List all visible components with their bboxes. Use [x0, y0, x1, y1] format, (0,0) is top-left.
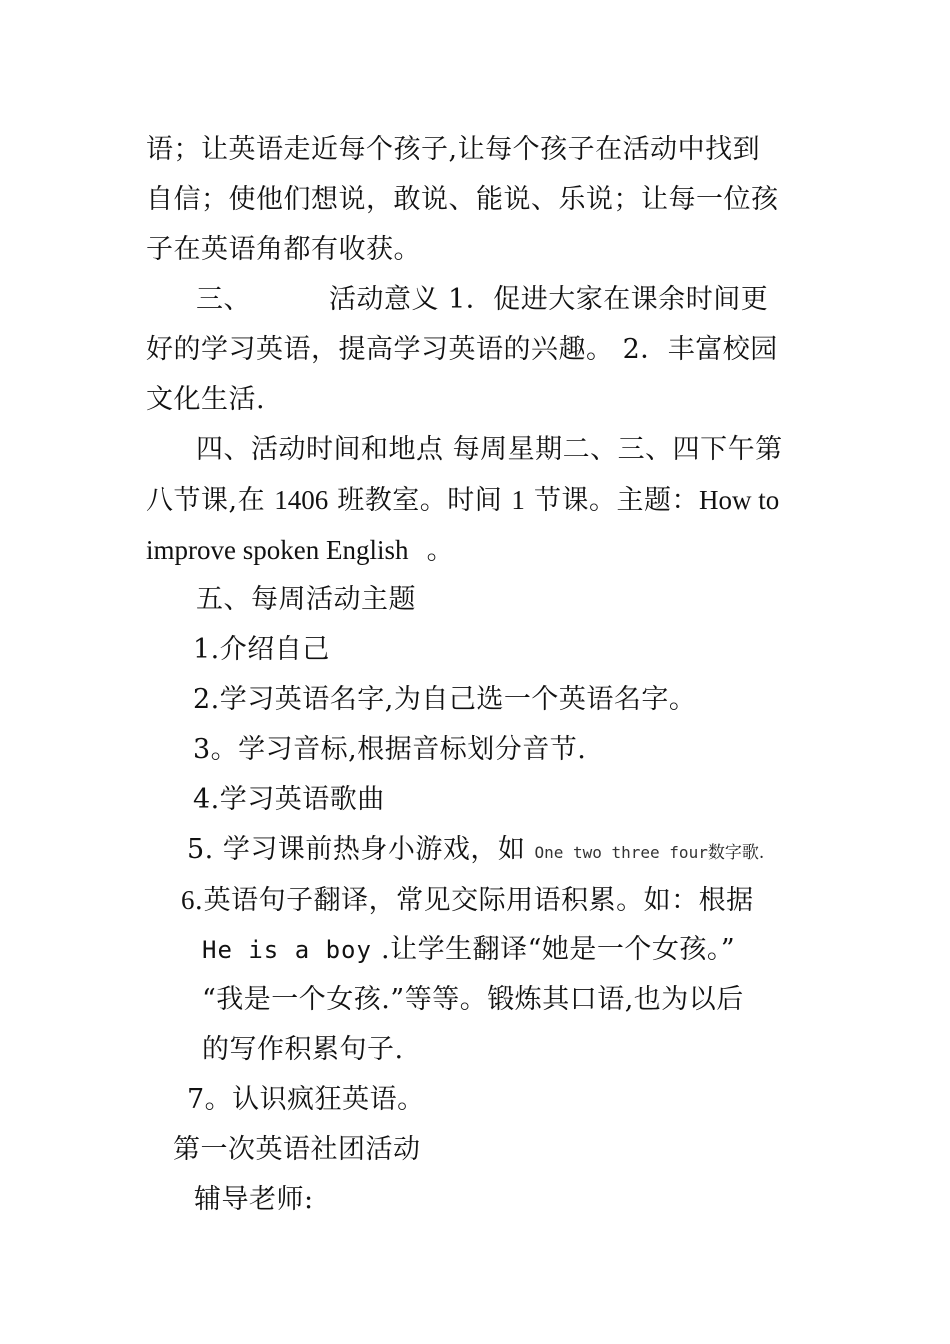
section4-topic-start: How to — [698, 485, 780, 515]
section5-item6-line2 — [202, 933, 735, 967]
footer-activity: 第一次英语社团活动 — [173, 1134, 421, 1165]
p1-line3: 子在英语角都有收获。 — [146, 234, 421, 265]
section5-item4: 4.学习英语歌曲 — [193, 784, 385, 815]
section5-item3: 3。学习音标,根据音标划分音节. — [193, 734, 587, 765]
p1-line1: 语；让英语走近每个孩子,让每个孩子在活动中找到 — [146, 134, 761, 165]
section5-item5-a: 5. 学习课前热身小游戏，如 — [187, 834, 526, 865]
section5-item5-song: One two three four — [534, 843, 708, 862]
section4-line2-b: 班教室。时间 — [337, 485, 503, 516]
section3-title: 活动意义 — [329, 284, 439, 315]
section5-item6-line1 — [181, 883, 754, 917]
section4-line3 — [146, 533, 454, 567]
section4-line3-end: 。 — [426, 535, 455, 566]
section4-line2 — [146, 483, 779, 517]
section3-line3: 文化生活. — [146, 384, 266, 415]
section3-line1 — [196, 283, 768, 317]
section4-line1: 四、活动时间和地点 每周星期二、三、四下午第 — [196, 434, 783, 465]
section4-line2-c: 节课。主题： — [533, 485, 699, 516]
section5-item6-number: 6 — [181, 885, 195, 915]
section5-item6-example: He is a boy — [202, 936, 372, 964]
section4-lesson-count: 1 — [511, 485, 525, 515]
section4-topic-end: improve spoken English — [146, 535, 409, 565]
section5-item6-line3: “我是一个女孩.”等等。锻炼其口语,也为以后 — [202, 984, 744, 1015]
section5-item5-b: 数字歌. — [707, 843, 765, 863]
section5-item1: 1.介绍自己 — [193, 634, 330, 665]
section5-item2: 2.学习英语名字,为自己选一个英语名字。 — [193, 684, 697, 715]
section4-line2-a: 八节课,在 — [146, 485, 266, 516]
section5-item6-b: .让学生翻译“她是一个女孩。” — [381, 934, 736, 965]
section5-heading: 五、每周活动主题 — [196, 584, 416, 615]
section3-line2: 好的学习英语，提高学习英语的兴趣。 2．丰富校园 — [146, 334, 778, 365]
p1-line2: 自信；使他们想说，敢说、能说、乐说；让每一位孩 — [146, 184, 779, 215]
section5-item6-a: .英语句子翻译，常见交际用语积累。如：根据 — [194, 885, 754, 916]
section4-room-number: 1406 — [274, 485, 329, 515]
section3-line1-rest: 1．促进大家在课余时间更 — [448, 284, 769, 315]
section3-heading: 三、 — [196, 284, 251, 315]
section5-item6-line4: 的写作积累句子. — [202, 1034, 404, 1065]
section5-item5 — [187, 833, 764, 867]
footer-teacher: 辅导老师: — [194, 1184, 314, 1215]
section5-item7: 7。认识疯狂英语。 — [187, 1084, 425, 1115]
